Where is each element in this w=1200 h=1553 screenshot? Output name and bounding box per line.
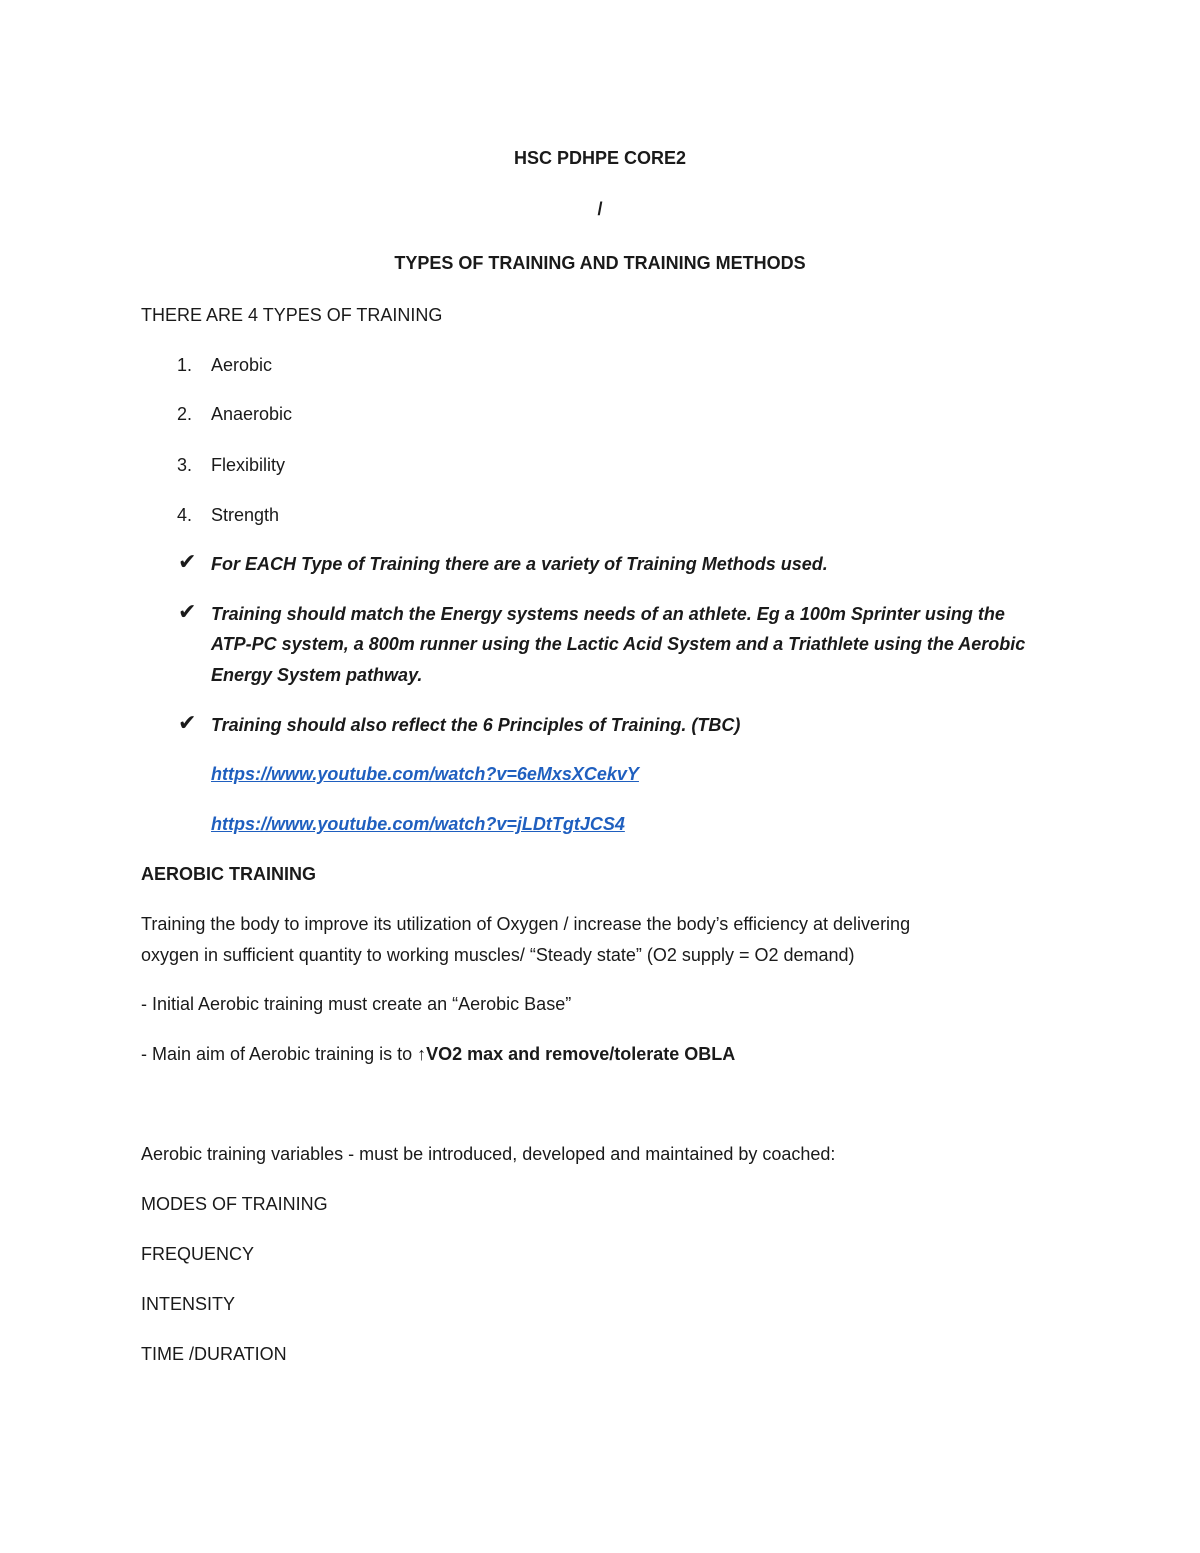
variable-item: FREQUENCY <box>141 1244 255 1264</box>
checklist-item-line: ATP-PC system, a 800m runner using the Lactic Acid System and a Triathlete using the Aerobic <box>211 634 1026 654</box>
list-label: Strength <box>211 505 280 525</box>
checkmark-icon: ✔ <box>178 549 197 574</box>
list-number: 1. <box>176 355 192 375</box>
youtube-link-1[interactable]: https://www.youtube.com/watch?v=6eMxsXCekvY <box>211 764 639 784</box>
aerobic-point-prefix: - Main aim of Aerobic training is to ↑ <box>141 1044 427 1064</box>
variable-item: MODES OF TRAINING <box>141 1194 328 1214</box>
checkmark-icon: ✔ <box>178 710 197 735</box>
document-title: HSC PDHPE CORE2 <box>513 148 687 168</box>
aerobic-definition-line: Training the body to improve its utilization of Oxygen / increase the body’s efficiency at delivering <box>141 914 911 934</box>
list-number: 2. <box>176 404 192 424</box>
checklist-item-line: Energy System pathway. <box>211 665 423 685</box>
list-label: Aerobic <box>211 355 273 375</box>
list-number: 3. <box>176 455 192 475</box>
checklist-item: For EACH Type of Training there are a variety of Training Methods used. <box>211 554 828 574</box>
youtube-link-2[interactable]: https://www.youtube.com/watch?v=jLDtTgtJCS4 <box>211 814 625 834</box>
checkmark-icon: ✔ <box>178 599 197 624</box>
document-subtitle: TYPES OF TRAINING AND TRAINING METHODS <box>394 253 806 273</box>
title-separator: / <box>597 199 603 219</box>
checklist-item: Training should also reflect the 6 Principles of Training. (TBC) <box>211 715 741 735</box>
aerobic-heading: AEROBIC TRAINING <box>141 864 316 884</box>
variable-item: TIME /DURATION <box>141 1344 287 1364</box>
checklist-item-line: Training should match the Energy systems needs of an athlete. Eg a 100m Sprinter using the <box>211 604 1005 624</box>
aerobic-definition-line: oxygen in sufficient quantity to working muscles/ “Steady state” (O2 supply = O2 demand) <box>141 945 855 965</box>
list-label: Anaerobic <box>211 404 293 424</box>
aerobic-point-emphasis: VO2 max and remove/tolerate OBLA <box>426 1044 736 1064</box>
training-types-intro: THERE ARE 4 TYPES OF TRAINING <box>141 305 443 325</box>
list-label: Flexibility <box>211 455 286 475</box>
variable-item: INTENSITY <box>141 1294 236 1314</box>
list-number: 4. <box>176 505 192 525</box>
aerobic-point <box>141 1043 735 1065</box>
aerobic-point: - Initial Aerobic training must create an “Aerobic Base” <box>141 994 572 1014</box>
variables-intro: Aerobic training variables - must be introduced, developed and maintained by coached: <box>141 1144 836 1164</box>
